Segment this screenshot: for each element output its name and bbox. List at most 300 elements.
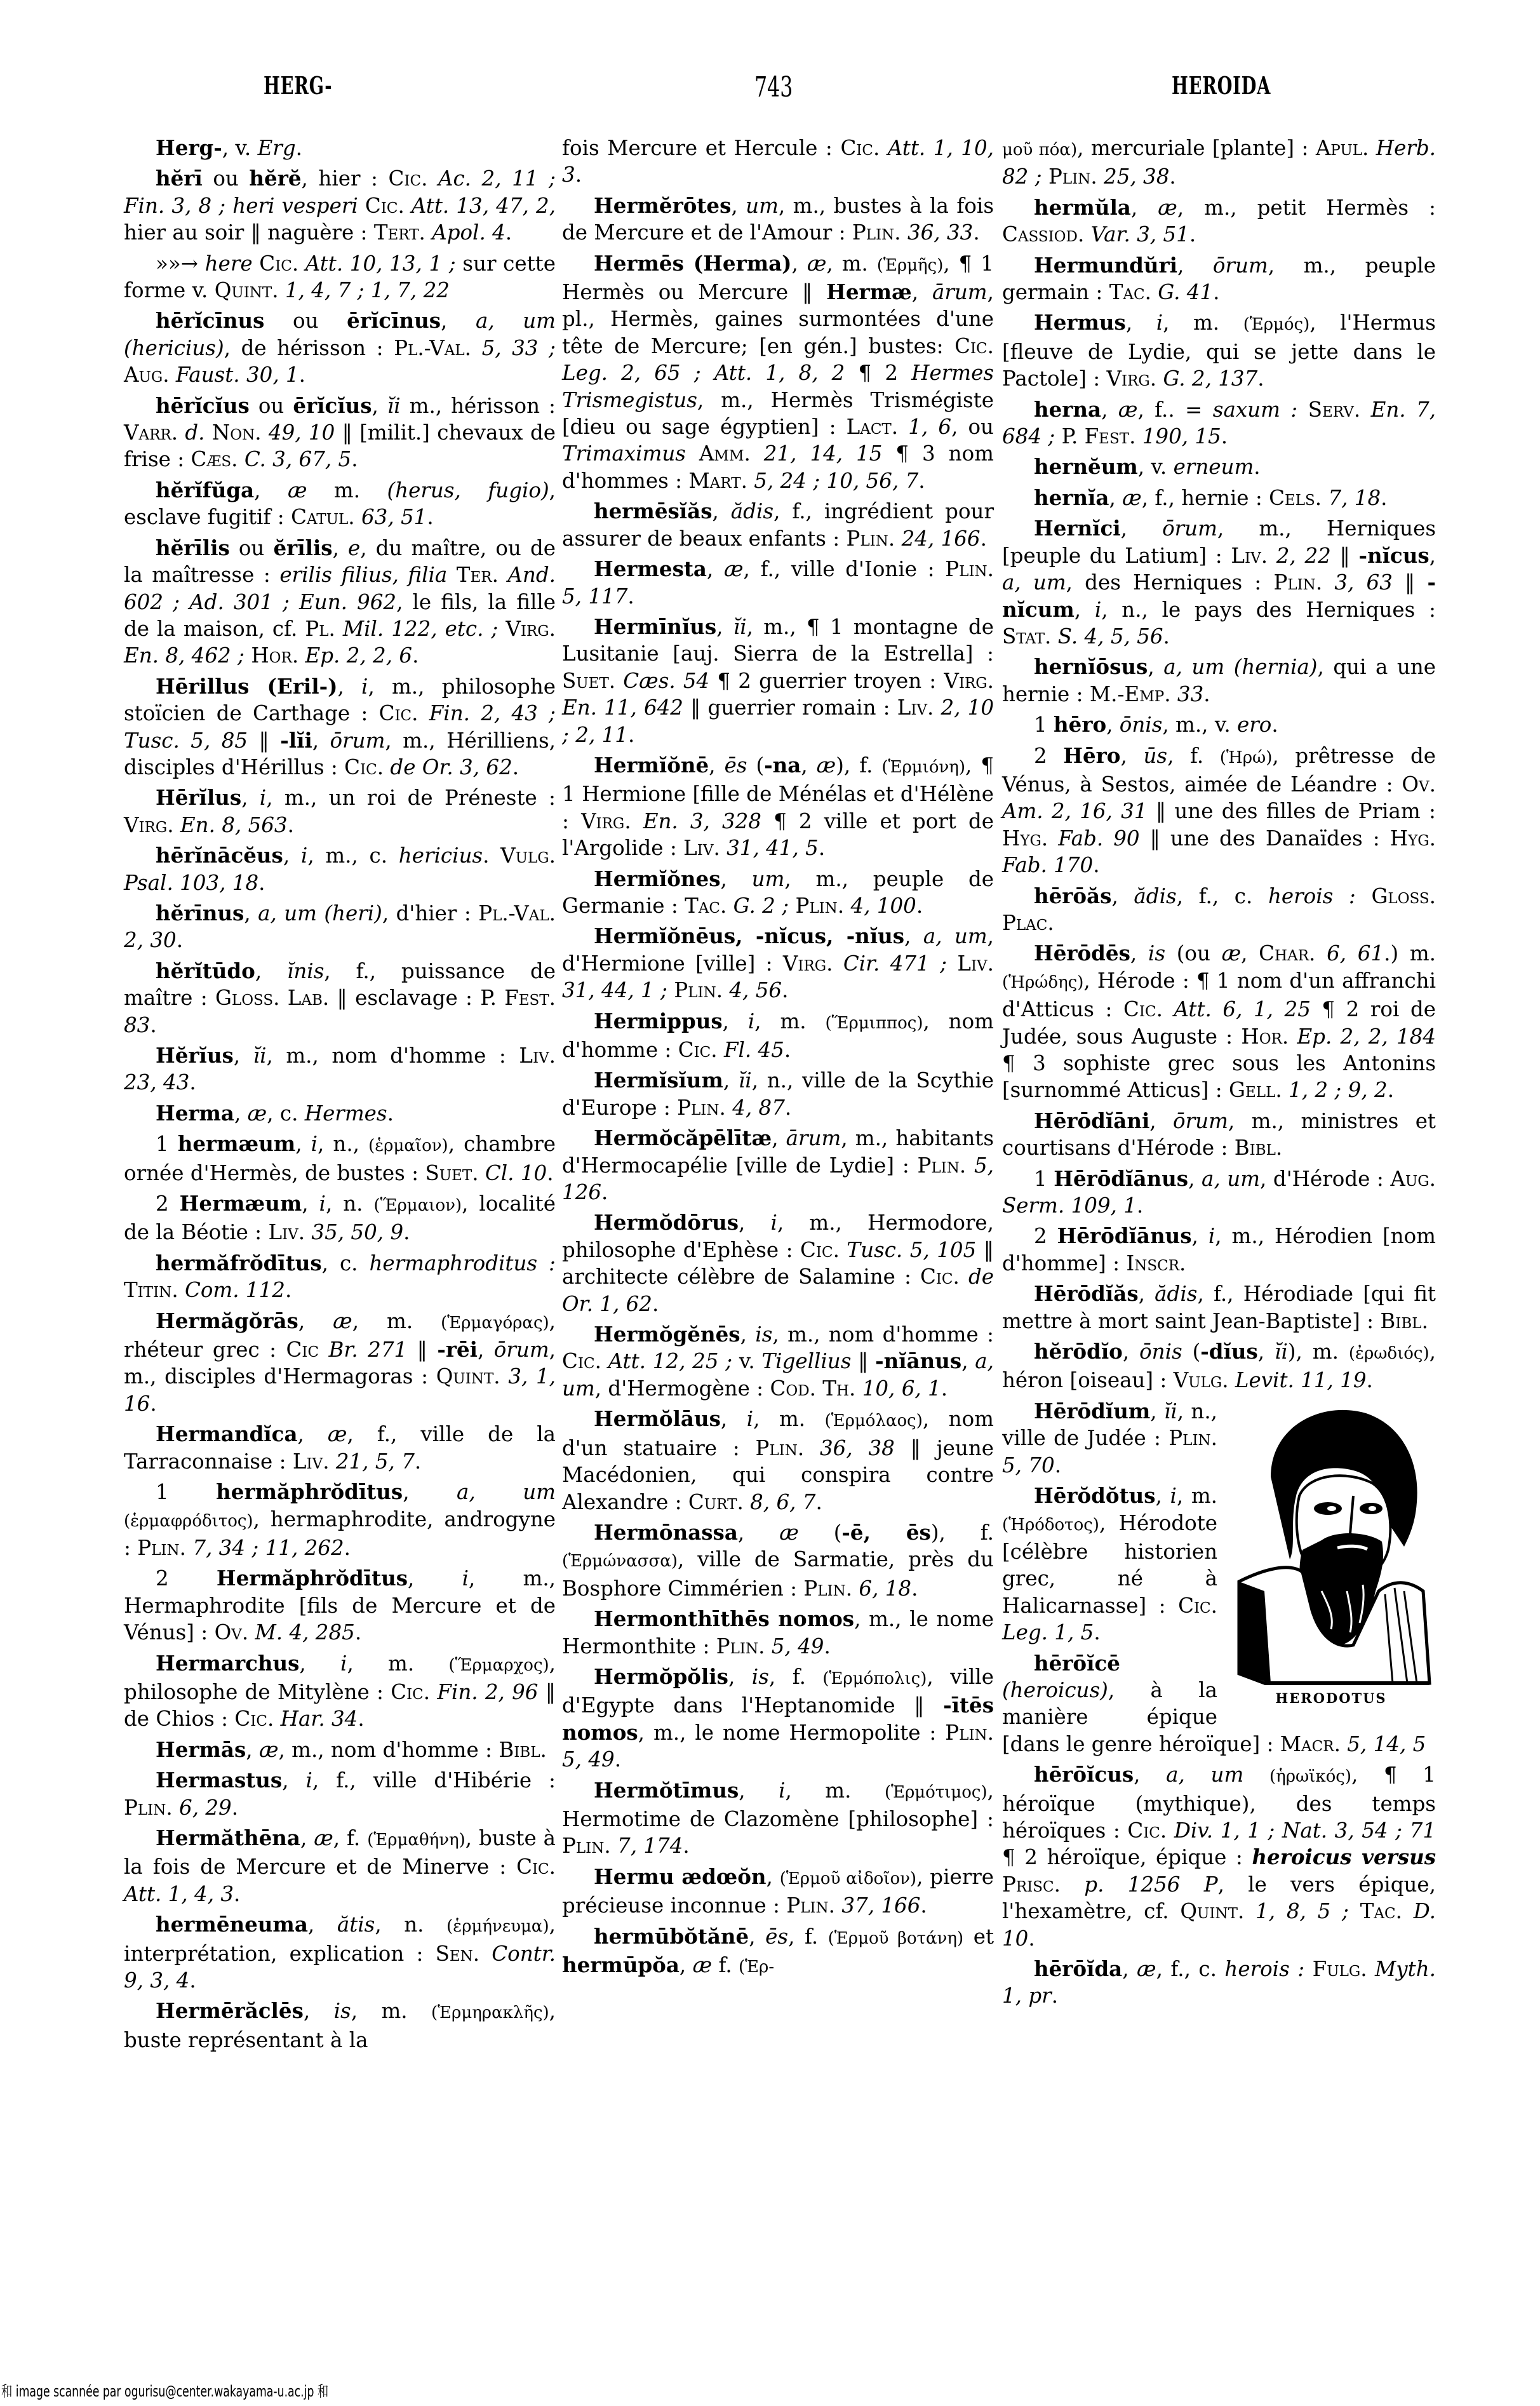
italic-text: 5, 33 ; [481, 335, 556, 360]
definition-text: . [1360, 1957, 1376, 1981]
definition-text: . [150, 1391, 157, 1416]
dictionary-entry [124, 1911, 556, 1994]
definition-text: , le vers épique, l'hexamètre, cf. [1002, 1872, 1436, 1924]
source-abbreviation: Hor [251, 643, 292, 668]
definition-text: m. [307, 478, 387, 502]
source-abbreviation: Cic [800, 1237, 833, 1262]
definition-text: . [1271, 713, 1278, 737]
source-abbreviation: Macr [1280, 1731, 1334, 1756]
headword: hērōĭda [1034, 1956, 1123, 1981]
italic-text: ătis [337, 1912, 375, 1937]
source-abbreviation: Curt [688, 1489, 737, 1514]
definition-text: , qui a une hernie : [1002, 655, 1436, 706]
definition-text: . [683, 1834, 690, 1858]
italic-text: ĭi [1163, 1399, 1177, 1423]
definition-text: . [845, 1576, 859, 1601]
illustration-caption: HERODOTUS [1275, 1690, 1387, 1706]
greek-etymology: (Ἡρώ) [1219, 748, 1273, 767]
definition-text: , d'Hermogène : [594, 1376, 770, 1401]
source-abbreviation: Virg [944, 668, 988, 693]
italic-text: G. 41 [1158, 280, 1214, 305]
definition-text: , esclave fugitif : [124, 478, 556, 530]
source-abbreviation: Plin [1273, 570, 1316, 595]
source-abbreviation: Cod. Th [770, 1376, 850, 1401]
definition-text: , [716, 614, 733, 639]
source-abbreviation: Plin [716, 1634, 759, 1658]
italic-text: a, um [1202, 1166, 1261, 1191]
dictionary-entry [124, 250, 556, 304]
headword: Hermēs (Herma) [594, 250, 792, 276]
dictionary-entry [1002, 1761, 1436, 1952]
dictionary-entry [1002, 515, 1436, 650]
italic-text: 5, 117 [562, 584, 628, 608]
greek-etymology: (ἡρωϊκός) [1269, 1767, 1351, 1787]
dictionary-entry [562, 866, 994, 920]
definition-text: , [1109, 485, 1123, 510]
definition-text: v. [732, 1349, 762, 1374]
italic-text: i [259, 786, 267, 810]
definition-text: . [1047, 910, 1054, 935]
source-abbreviation: Ov [1402, 772, 1430, 796]
source-abbreviation: Cic [365, 193, 398, 218]
dictionary-entry [1002, 309, 1436, 392]
source-abbreviation: Cic [259, 251, 292, 276]
italic-text: de Or. 3, 62 [390, 755, 512, 779]
dictionary-entry [562, 192, 994, 246]
italic-text: Herb. 82 ; [1002, 136, 1436, 189]
source-abbreviation: Fulg [1312, 1957, 1361, 1981]
greek-etymology: (Ἑρμαγόρας) [441, 1313, 549, 1333]
italic-text: Var. 3, 51 [1090, 222, 1189, 247]
definition-text: , m. [347, 1651, 449, 1676]
source-abbreviation: P. Fest [480, 986, 549, 1011]
italic-text: æ [1137, 1957, 1156, 1981]
dictionary-entry [124, 1767, 556, 1821]
definition-text: . [815, 1489, 822, 1514]
italic-text: i [340, 1651, 347, 1676]
definition-text: 2 [1034, 743, 1064, 768]
definition-text: , m., ministres et courtisans d'Hérode : [1002, 1108, 1436, 1160]
italic-text: i [746, 1407, 754, 1432]
definition-text: . [1309, 941, 1327, 966]
definition-text: . [784, 1095, 792, 1120]
italic-text: 6, 18 [859, 1576, 912, 1601]
source-abbreviation: Vulg [1173, 1368, 1222, 1393]
dictionary-entry [124, 784, 556, 838]
headword: Hermăgŏrās [156, 1308, 298, 1333]
definition-text: . [267, 1707, 281, 1731]
italic-text: Att. 1, 4, 3 [124, 1881, 234, 1906]
headword: hermŭla [1034, 194, 1131, 220]
definition-text: . [826, 951, 843, 976]
definition-text: , m., nom d'homme : [278, 1737, 499, 1762]
definition-text: . [549, 1855, 556, 1879]
italic-text: ĭnis [286, 958, 325, 983]
definition-text: . [421, 166, 438, 191]
italic-text: Div. 1, 1 ; Nat. 3, 54 ; 71 [1174, 1818, 1436, 1843]
italic-text: is [333, 1999, 351, 2024]
italic-text: ădis [1155, 1282, 1198, 1307]
definition-text: , m., Hermaphrodite [fils de Mercure et de Vénus] : [124, 1566, 556, 1645]
source-abbreviation: Plin [755, 1435, 798, 1460]
source-abbreviation: Plin [795, 893, 838, 918]
source-abbreviation: Plin [124, 1795, 166, 1820]
definition-text: 2 [156, 1566, 217, 1591]
italic-text: Fab. 170 [1002, 853, 1094, 878]
definition-text: . [234, 1881, 241, 1906]
definition-text: , [1130, 941, 1148, 966]
definition-text: . [720, 893, 733, 918]
definition-text: . [176, 928, 184, 953]
definition-text: , m. [754, 1009, 826, 1033]
italic-text: i [300, 843, 308, 868]
definition-text: . [549, 843, 556, 868]
definition-text: , hermaphrodite, androgyne : [124, 1507, 556, 1560]
definition-text [686, 441, 699, 466]
source-abbreviation: Cic [516, 1855, 549, 1879]
source-abbreviation: Sen [435, 1941, 473, 1966]
definition-text: , [1130, 195, 1158, 220]
definition-text: , m. [826, 251, 877, 276]
definition-text: , localité de la Béotie : [124, 1192, 556, 1245]
definition-text: , f. [768, 1664, 823, 1689]
definition-text: ¶ 2 héroïque, épique : [1002, 1845, 1252, 1870]
italic-text: herois : [1268, 884, 1356, 908]
italic-text: Cir. 471 ; [843, 951, 947, 976]
definition-text: . [285, 1278, 292, 1303]
dictionary-entry [124, 1421, 556, 1475]
italic-text: Leg. 2, 65 ; Att. 1, 8, 2 [562, 361, 845, 386]
headword: Hērŏdŏtus [1034, 1483, 1156, 1509]
definition-text: . [824, 1634, 831, 1658]
source-abbreviation: Tac [685, 893, 720, 918]
definition-text: , d'Hérode : [1260, 1166, 1391, 1191]
italic-text: hermaphroditus : [369, 1251, 556, 1275]
definition-text: , m., Hérodien [nom d'homme] : [1002, 1224, 1436, 1275]
definition-text: , [749, 1924, 766, 1949]
dictionary-entry [562, 1209, 994, 1317]
dictionary-entry [124, 1100, 556, 1127]
definition-text: . [414, 1449, 422, 1474]
definition-text: , pl., Hermès, gaines surmontées d'une tête de Mercure; [en gén.] bustes: [562, 280, 994, 358]
italic-text: En. 7, 684 ; [1002, 397, 1436, 449]
definition-text: . [716, 978, 730, 1003]
definition-text: , m. [352, 1308, 441, 1333]
definition-text: . [980, 526, 987, 551]
definition-text: . [398, 193, 412, 218]
headword: ērĭcĭus [293, 393, 372, 418]
dictionary-entry [124, 393, 556, 473]
source-abbreviation: Pl [305, 616, 329, 641]
bust-icon [1226, 1401, 1436, 1686]
definition-text: ‖ [407, 1338, 438, 1362]
italic-text: saxum : [1212, 397, 1298, 422]
definition-text: . [1160, 1818, 1174, 1843]
definition-text: , interprétation, explication : [124, 1912, 556, 1966]
italic-text: Fin. 2, 43 ; Tusc. 5, 85 [124, 701, 556, 753]
headword: hermăphrŏdītus [216, 1479, 403, 1505]
definition-text: . [1093, 853, 1100, 878]
definition-text: . [412, 701, 429, 726]
italic-text: de Or. 1, 62 [562, 1265, 994, 1316]
headword: hērĭcĭus [156, 393, 250, 418]
definition-text: ( [798, 1520, 842, 1545]
definition-text: , m., le nome Hermonthite : [562, 1607, 994, 1658]
definition-text: , [1191, 1224, 1209, 1249]
source-abbreviation: Hyg [1002, 826, 1041, 850]
definition-text: , [441, 309, 476, 333]
italic-text: a, um [1166, 1763, 1244, 1787]
source-abbreviation: Virg [124, 812, 168, 837]
italic-text: um [746, 193, 779, 218]
definition-text: , nom d'un statuaire : [562, 1407, 994, 1460]
definition-text: »»→ [156, 251, 205, 276]
definition-text: . [166, 1795, 180, 1820]
definition-text: . [1164, 682, 1177, 706]
italic-text: here [204, 251, 253, 276]
italic-text: 36, 38 [819, 1435, 895, 1460]
definition-text: , [1150, 1399, 1164, 1423]
definition-text: ‖ jeune Macédonien, qui conspira contre Alexandre : [562, 1435, 994, 1514]
dictionary-entry [1002, 654, 1436, 708]
definition-text: , f. [788, 1924, 828, 1949]
headword: hērĭcīnus [156, 308, 265, 333]
definition-text: , prêtresse de Vénus, à Sestos, aimée de Léandre : [1002, 743, 1436, 796]
headword: -lĭi [280, 727, 312, 753]
definition-text: ¶ 2 roi de Judée, sous Auguste : [1002, 997, 1436, 1049]
definition-text: , n. [375, 1912, 447, 1937]
page-number: 743 [754, 71, 793, 104]
definition-text [319, 1338, 328, 1362]
italic-text: 2, 22 [1276, 543, 1331, 568]
definition-text: . [512, 755, 519, 779]
definition-text: , d'Hermione [ville] : [562, 924, 994, 976]
definition-text: . [608, 668, 624, 693]
definition-text: , [283, 843, 301, 868]
italic-text: æ [1158, 195, 1177, 220]
definition-text: , f. [333, 1825, 368, 1850]
dictionary-entry [124, 958, 556, 1038]
source-abbreviation: Plin [677, 1095, 720, 1120]
italic-text: 6, 29 [179, 1795, 232, 1820]
italic-text: ădis [1134, 884, 1177, 908]
greek-etymology: (Ἑρμώνασσα) [562, 1552, 678, 1571]
definition-text: . [1045, 624, 1058, 649]
definition-text [498, 617, 506, 641]
definition-text: . [1149, 366, 1163, 391]
definition-text: , m., nom d'homme : [772, 1322, 994, 1347]
definition-text: ‖ [1330, 543, 1359, 568]
definition-text: . [344, 1535, 351, 1560]
italic-text: is [751, 1664, 769, 1689]
dictionary-entry-continued [562, 135, 994, 189]
italic-text: Ac. 2, 11 ; Fin. 3, 8 ; heri vesperi [124, 166, 556, 218]
definition-text: . [959, 1153, 974, 1178]
headword: -na [764, 752, 801, 777]
source-abbreviation: Gloss. Plac [1002, 884, 1436, 935]
definition-text: . [891, 415, 909, 440]
headword: Hermonthīthēs nomos [594, 1606, 855, 1632]
source-abbreviation: Plin [1048, 165, 1091, 189]
definition-text: 1 [1034, 713, 1054, 737]
definition-text: , ville de Sarmatie, près du Bosphore Cimmérien : [562, 1547, 994, 1601]
italic-text: æ [314, 1825, 333, 1850]
italic-text: a, um [923, 924, 988, 949]
greek-etymology: (Ἑρμόπολις) [822, 1669, 927, 1688]
headword: Hĕrĭus [156, 1043, 234, 1068]
dictionary-entry [124, 673, 556, 781]
dictionary-entry [124, 1042, 556, 1096]
definition-text: 1 [156, 1480, 217, 1505]
headword: herna [1034, 396, 1102, 422]
source-abbreviation: Lact [846, 415, 892, 440]
italic-text: ădis [730, 499, 774, 524]
italic-text: i [305, 1768, 312, 1793]
dictionary-entry [124, 535, 556, 669]
italic-text: Fin. 2, 96 [437, 1679, 539, 1704]
italic-text: En. 8, 563 [180, 812, 288, 837]
definition-text: . [1179, 1251, 1186, 1275]
source-abbreviation: Plin [137, 1535, 180, 1560]
dictionary-entry [562, 498, 994, 552]
greek-etymology: (Ἑρμηρακλῆς) [431, 2003, 549, 2023]
italic-text: ĭi [1275, 1340, 1288, 1364]
source-abbreviation: Prisc [1002, 1872, 1054, 1897]
definition-text: , [1122, 1340, 1140, 1364]
definition-text: . [987, 333, 994, 358]
definition-text: ¶ 2 [845, 361, 912, 386]
definition-text: . [737, 1489, 751, 1514]
definition-text: , [1101, 397, 1118, 422]
headword: hermūpŏa [562, 1952, 680, 1977]
definition-text: , [739, 1211, 771, 1235]
headword: Hermăthēna [156, 1825, 300, 1850]
definition-text: , f., ville d'Ionie : [743, 557, 946, 582]
dictionary-entry [562, 1067, 994, 1121]
definition-text [667, 978, 674, 1002]
italic-text: æ [287, 478, 307, 502]
definition-text: 2 [156, 1192, 180, 1216]
italic-text: i [779, 1778, 786, 1803]
definition-text: . [1395, 1899, 1414, 1924]
italic-text: ōrum [1173, 1108, 1228, 1133]
source-abbreviation: Tac [1109, 280, 1145, 305]
headword: Hermĭsĭum [594, 1068, 723, 1093]
source-abbreviation: Quint [436, 1364, 494, 1389]
italic-text: i [1170, 1484, 1177, 1509]
source-abbreviation: Cic [286, 1338, 319, 1362]
italic-text: i [462, 1566, 469, 1591]
italic-text: Att. 13, 47, 2, [411, 193, 556, 218]
dictionary-entry [124, 1998, 556, 2053]
italic-text: 49, 10 [268, 420, 335, 445]
definition-text: . [163, 363, 176, 387]
italic-text: p. 1256 P [1084, 1872, 1218, 1897]
dictionary-entry [1002, 711, 1436, 738]
dictionary-entry [124, 307, 556, 388]
definition-text: . [427, 505, 434, 530]
definition-text: , [1125, 311, 1156, 335]
italic-text: Att. 10, 13, 1 ; [305, 251, 456, 276]
source-abbreviation: Cic [954, 333, 988, 358]
definition-text: , [297, 1422, 328, 1447]
italic-text: 5, 49 [771, 1634, 824, 1658]
dictionary-entry [562, 923, 994, 1004]
headword: hernĭa [1034, 485, 1109, 510]
definition-text: , [234, 1101, 248, 1126]
definition-text: , [1188, 1166, 1202, 1191]
definition-text: .) m. [1384, 941, 1436, 966]
italic-text: 4, 87 [732, 1095, 785, 1120]
source-abbreviation: Catul [291, 505, 349, 530]
definition-text: 1 [156, 1132, 178, 1157]
definition-text: . [624, 809, 643, 833]
source-abbreviation: Suet [562, 668, 609, 693]
dictionary-entry [124, 900, 556, 954]
definition-text: , buste représentant à la [124, 1999, 556, 2052]
definition-text: ‖ [248, 728, 281, 753]
headword: hĕrĕ [249, 166, 302, 191]
dictionary-entry [562, 614, 994, 748]
italic-text: 33 [1177, 682, 1204, 706]
italic-text: Serm. 109, 1 [1002, 1193, 1137, 1218]
source-abbreviation: Cic [391, 1679, 424, 1704]
italic-text: 63, 51 [361, 505, 427, 530]
definition-text: , [255, 958, 287, 983]
definition-text: , n., ville de la Scythie d'Europe : [562, 1068, 994, 1120]
italic-text: æ [1122, 485, 1142, 510]
dictionary-entry [1002, 940, 1436, 1103]
italic-text: æ [1118, 397, 1138, 422]
source-abbreviation: Aug [124, 363, 163, 387]
headword: Hermŏdōrus [594, 1210, 739, 1235]
italic-text: And. 602 ; Ad. 301 ; Eun. 962 [124, 563, 556, 614]
definition-text: . [1282, 1024, 1297, 1049]
headword: Hermĕrōtes [594, 192, 732, 218]
source-abbreviation: Inscr [1126, 1251, 1180, 1275]
definition-text: . [1261, 543, 1276, 568]
italic-text: ōrum [1212, 253, 1268, 278]
italic-text: Tusc. 5, 105 [847, 1237, 977, 1262]
definition-text: . [1254, 455, 1261, 480]
headword: Hermās [156, 1737, 246, 1762]
definition-text: , [408, 1566, 462, 1591]
italic-text: 2, 30 [124, 928, 177, 953]
source-abbreviation: Char [1259, 941, 1309, 966]
definition-text: . [953, 1265, 968, 1289]
italic-text: Fl. 45 [723, 1038, 784, 1062]
dictionary-entry-continued [1002, 135, 1436, 191]
definition-text: . [1054, 1872, 1085, 1897]
definition-text: , ¶ 1 héroïque (mythique), des temps héroïques : [1002, 1763, 1436, 1843]
source-abbreviation: Stat [1002, 624, 1045, 649]
headword: hermūbŏtănē [594, 1923, 749, 1949]
headword: Hermōnassa [594, 1519, 738, 1545]
definition-text: , [299, 1651, 341, 1676]
definition-text: , m., le nome Hermopolite : [638, 1720, 946, 1745]
source-abbreviation: Apul [1315, 136, 1363, 160]
italic-text: ōrum [493, 1338, 549, 1362]
headword: hermăfrŏdītus [156, 1250, 322, 1275]
definition-text: , [1148, 655, 1164, 680]
dictionary-entry [562, 752, 994, 862]
definition-text: . [818, 836, 826, 861]
scan-credit: 和 image scannée par ogurisu@center.wakayama-u.ac.jp 和 [1, 2382, 329, 2400]
source-abbreviation: Plin [674, 978, 716, 1003]
definition-text: , [1111, 884, 1134, 908]
definition-text: . [295, 136, 302, 160]
dictionary-entry [1002, 1108, 1436, 1162]
